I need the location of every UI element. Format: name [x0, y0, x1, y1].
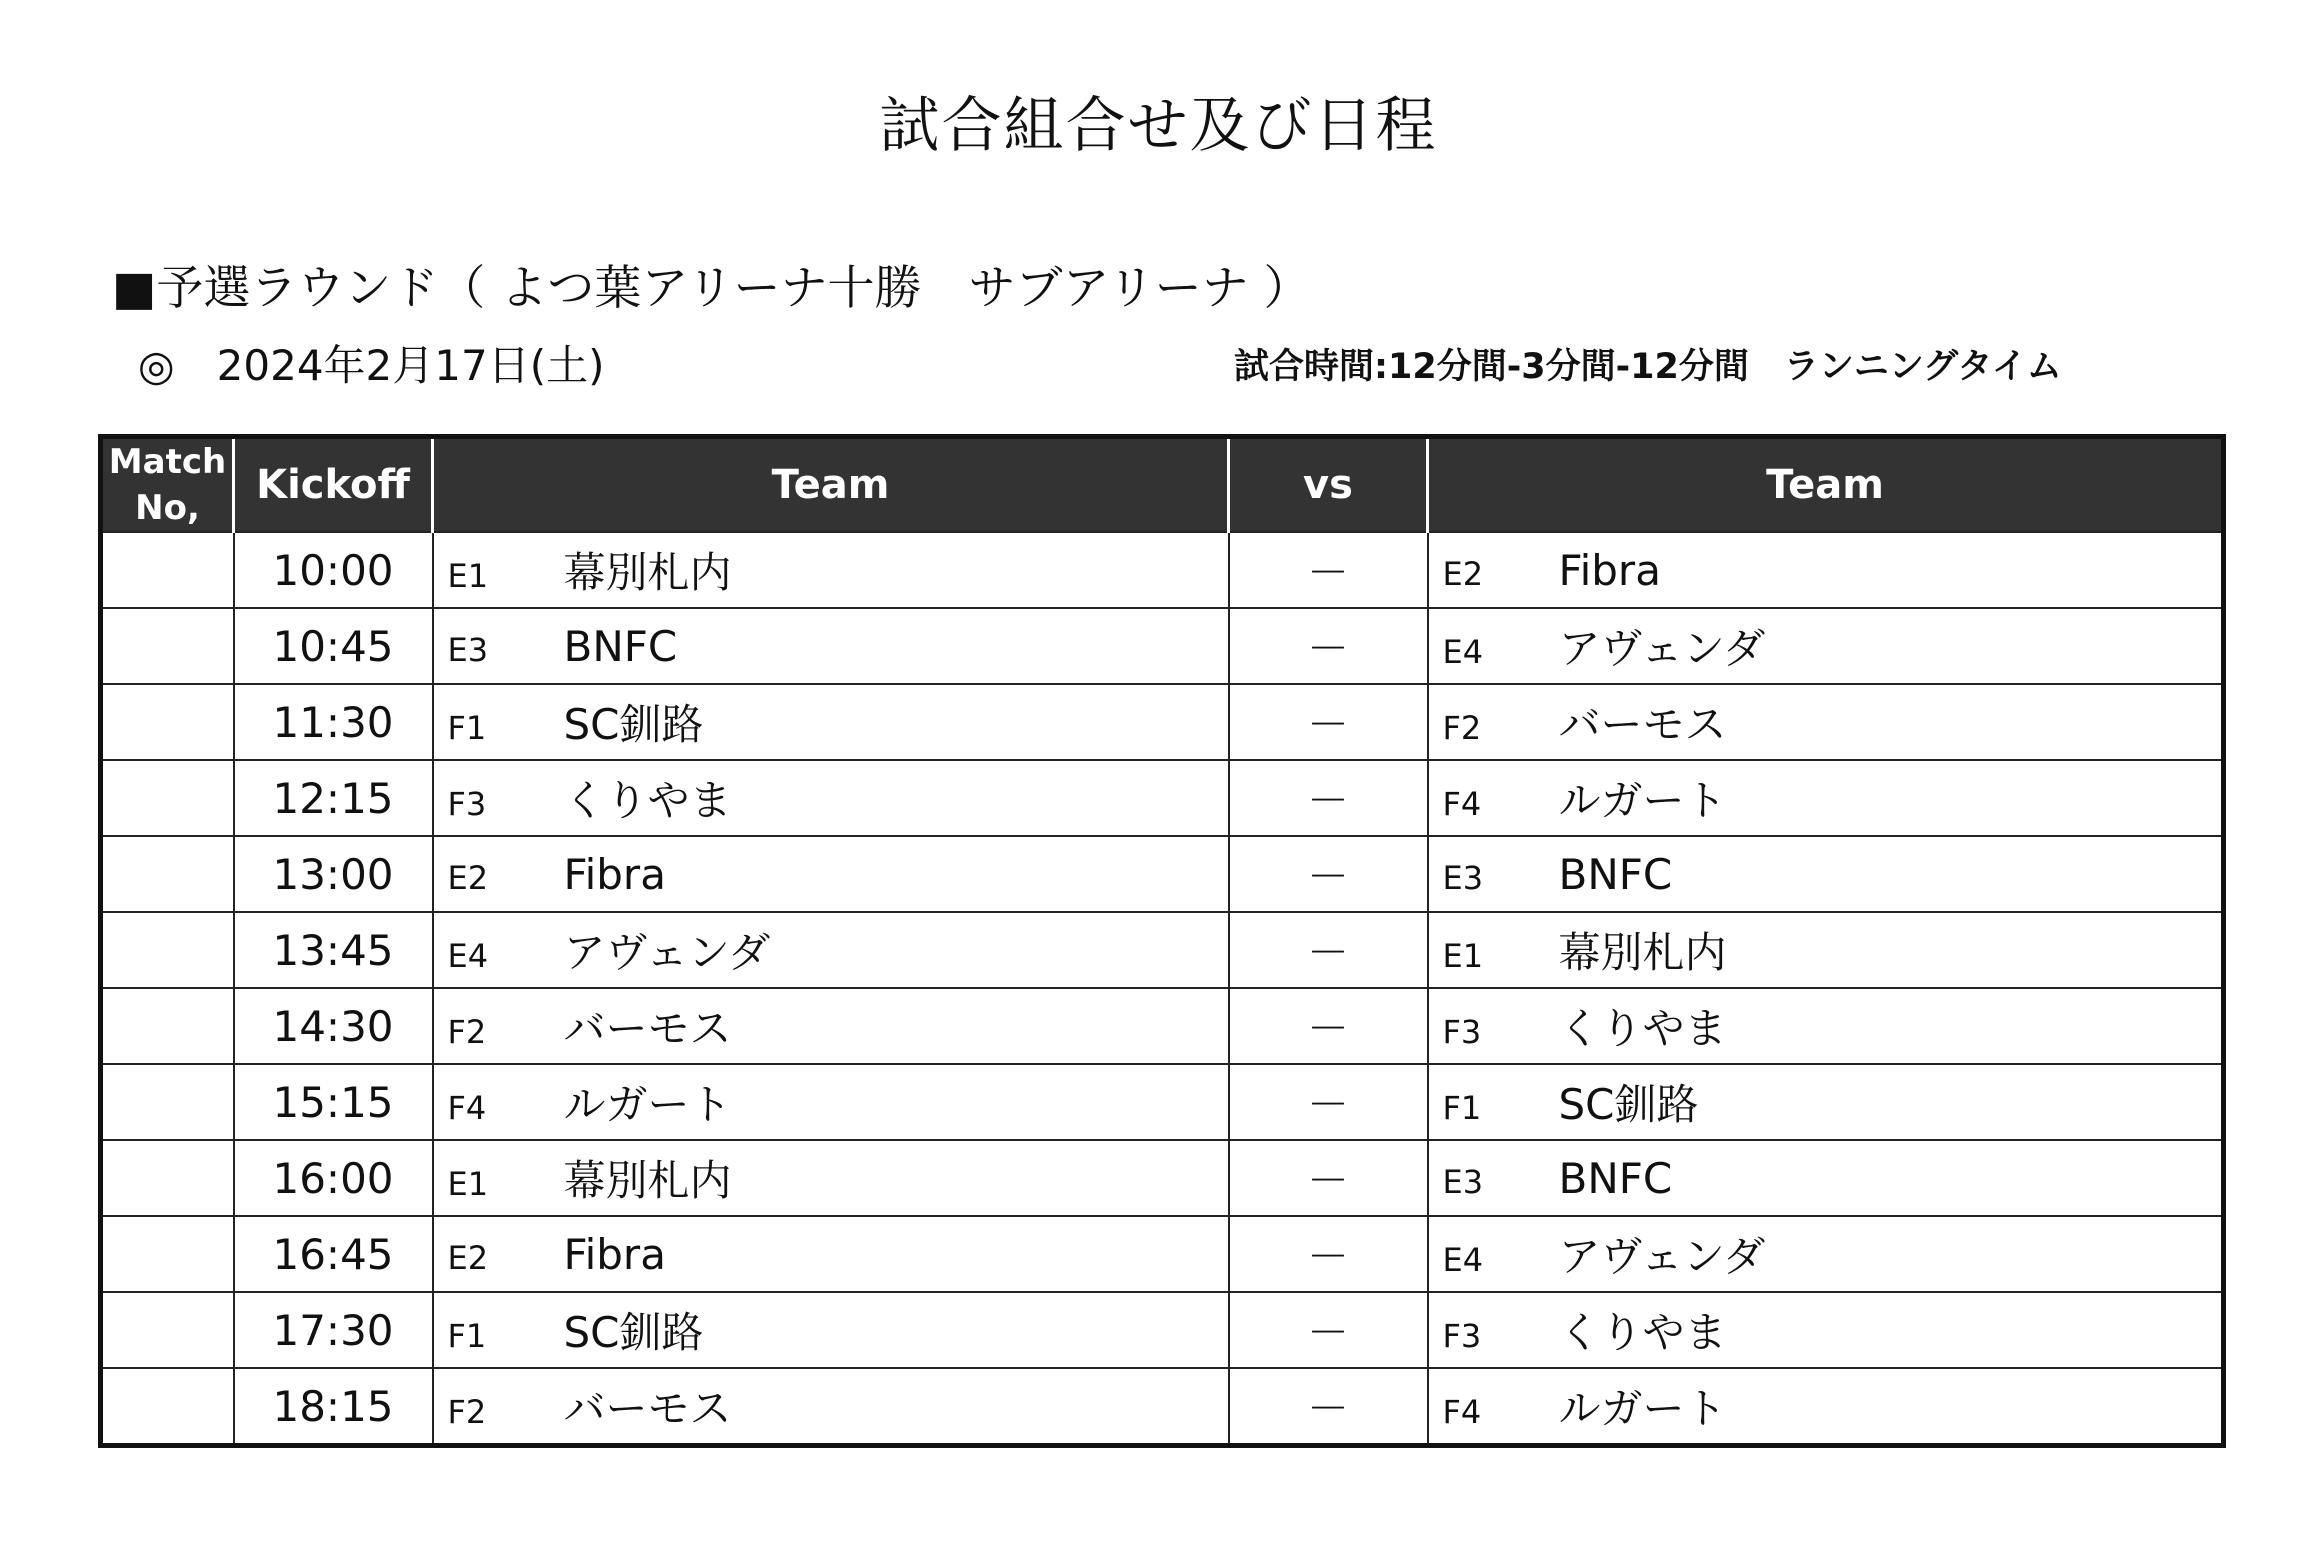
home-team-name: SC釧路 — [563, 700, 704, 749]
vs-cell: － — [1229, 912, 1428, 988]
match-no-cell — [101, 760, 234, 836]
table-row — [101, 912, 2224, 988]
vs-cell: － — [1229, 1140, 1428, 1216]
vs-cell: － — [1229, 532, 1428, 608]
home-team-cell — [433, 836, 1229, 912]
away-team-code: F4 — [1442, 1393, 1482, 1431]
table-row — [101, 1216, 2224, 1292]
home-team-cell — [433, 532, 1229, 608]
home-team-code: E2 — [447, 1238, 489, 1277]
page-title: 試合組合せ及び日程 — [879, 91, 1438, 161]
away-team-code: F2 — [1442, 709, 1482, 747]
match-no-cell — [101, 1292, 234, 1368]
away-team-name: SC釧路 — [1558, 1080, 1699, 1129]
kickoff-cell: 10:45 — [234, 608, 433, 684]
home-team-code: F2 — [447, 1393, 487, 1431]
match-no-cell — [101, 608, 234, 684]
match-no-cell — [101, 684, 234, 760]
home-team-cell — [433, 912, 1229, 988]
away-team-code: E3 — [1442, 858, 1484, 897]
away-team-name: くりやま — [1558, 1004, 1727, 1053]
schedule-table — [98, 434, 2226, 1448]
away-team-code: F3 — [1442, 1013, 1482, 1051]
table-row — [101, 988, 2224, 1064]
home-team-cell — [433, 1140, 1229, 1216]
section-heading: ■予選ラウンド（ よつ葉アリーナ十勝 サブアリーナ ） — [112, 261, 1311, 316]
match-no-cell — [101, 1064, 234, 1140]
away-team-code: F1 — [1442, 1089, 1482, 1127]
away-team-name: 幕別札内 — [1558, 928, 1727, 977]
away-team-name: BNFC — [1558, 849, 1673, 899]
vs-cell: － — [1229, 1064, 1428, 1140]
home-team-name: 幕別札内 — [563, 548, 732, 597]
header-kickoff: Kickoff — [234, 437, 433, 533]
away-team-name: アヴェンダ — [1558, 624, 1766, 673]
match-no-cell — [101, 532, 234, 608]
away-team-code: E4 — [1442, 1241, 1484, 1279]
kickoff-cell: 13:00 — [234, 836, 433, 912]
vs-cell: － — [1229, 1292, 1428, 1368]
kickoff-cell: 12:15 — [234, 760, 433, 836]
away-team-name: アヴェンダ — [1558, 1232, 1766, 1281]
home-team-cell — [433, 988, 1229, 1064]
table-row — [101, 1064, 2224, 1140]
table-row — [101, 760, 2224, 836]
away-team-cell — [1428, 912, 2224, 988]
header-team-away: Team — [1428, 437, 2224, 533]
match-duration-note: 試合時間:12分間-3分間-12分間 ランニングタイム — [1234, 347, 2062, 387]
home-team-code: E1 — [447, 1165, 489, 1203]
table-row — [101, 608, 2224, 684]
home-team-name: バーモス — [563, 1384, 732, 1433]
kickoff-cell: 17:30 — [234, 1292, 433, 1368]
away-team-cell — [1428, 1140, 2224, 1216]
table-row — [101, 836, 2224, 912]
home-team-cell — [433, 760, 1229, 836]
away-team-code: E1 — [1442, 937, 1484, 975]
schedule-body — [101, 532, 2224, 1446]
home-team-code: F3 — [447, 785, 487, 823]
away-team-cell — [1428, 532, 2224, 608]
match-date: ◎ 2024年2月17日(土) — [138, 341, 605, 390]
away-team-name: Fibra — [1558, 545, 1661, 595]
home-team-code: E2 — [447, 858, 489, 897]
away-team-name: バーモス — [1558, 700, 1727, 749]
away-team-cell — [1428, 684, 2224, 760]
home-team-name: BNFC — [563, 621, 678, 671]
kickoff-cell: 14:30 — [234, 988, 433, 1064]
vs-cell: － — [1229, 988, 1428, 1064]
match-no-cell — [101, 988, 234, 1064]
match-no-cell — [101, 912, 234, 988]
match-no-cell — [101, 1140, 234, 1216]
away-team-code: F4 — [1442, 785, 1482, 823]
home-team-code: E4 — [447, 937, 489, 975]
home-team-code: E3 — [447, 630, 489, 669]
vs-cell: － — [1229, 1368, 1428, 1446]
home-team-cell — [433, 1216, 1229, 1292]
home-team-code: F4 — [447, 1089, 487, 1127]
away-team-cell — [1428, 608, 2224, 684]
table-row — [101, 1292, 2224, 1368]
home-team-cell — [433, 684, 1229, 760]
match-no-cell — [101, 836, 234, 912]
home-team-name: Fibra — [563, 1229, 666, 1279]
away-team-name: ルガート — [1558, 776, 1727, 825]
home-team-code: E1 — [447, 557, 489, 595]
table-row — [101, 684, 2224, 760]
away-team-cell — [1428, 1292, 2224, 1368]
kickoff-cell: 15:15 — [234, 1064, 433, 1140]
match-no-cell — [101, 1216, 234, 1292]
kickoff-cell: 13:45 — [234, 912, 433, 988]
home-team-code: F2 — [447, 1013, 487, 1051]
header-team-home: Team — [433, 437, 1229, 533]
away-team-cell — [1428, 1064, 2224, 1140]
vs-cell: － — [1229, 836, 1428, 912]
kickoff-cell: 18:15 — [234, 1368, 433, 1446]
home-team-name: バーモス — [563, 1004, 732, 1053]
home-team-name: Fibra — [563, 849, 666, 899]
kickoff-cell: 10:00 — [234, 532, 433, 608]
home-team-cell — [433, 1368, 1229, 1446]
away-team-cell — [1428, 760, 2224, 836]
away-team-code: E2 — [1442, 554, 1484, 593]
kickoff-cell: 16:00 — [234, 1140, 433, 1216]
home-team-cell — [433, 1292, 1229, 1368]
vs-cell: － — [1229, 684, 1428, 760]
away-team-code: F3 — [1442, 1317, 1482, 1355]
vs-cell: － — [1229, 1216, 1428, 1292]
away-team-code: E4 — [1442, 633, 1484, 671]
table-row — [101, 1368, 2224, 1446]
home-team-cell — [433, 1064, 1229, 1140]
header-match-no: Match No, — [101, 437, 234, 533]
vs-cell: － — [1229, 760, 1428, 836]
away-team-name: BNFC — [1558, 1153, 1673, 1203]
header-row — [101, 437, 2224, 533]
kickoff-cell: 16:45 — [234, 1216, 433, 1292]
home-team-name: アヴェンダ — [563, 928, 771, 977]
away-team-cell — [1428, 1216, 2224, 1292]
home-team-name: ルガート — [563, 1080, 732, 1129]
away-team-cell — [1428, 988, 2224, 1064]
table-row — [101, 1140, 2224, 1216]
away-team-cell — [1428, 836, 2224, 912]
home-team-name: SC釧路 — [563, 1308, 704, 1357]
match-no-cell — [101, 1368, 234, 1446]
home-team-name: 幕別札内 — [563, 1156, 732, 1205]
home-team-name: くりやま — [563, 776, 732, 825]
header-vs: vs — [1229, 437, 1428, 533]
away-team-cell — [1428, 1368, 2224, 1446]
away-team-name: くりやま — [1558, 1308, 1727, 1357]
home-team-code: F1 — [447, 1317, 487, 1355]
table-row — [101, 532, 2224, 608]
away-team-code: E3 — [1442, 1162, 1484, 1201]
home-team-code: F1 — [447, 709, 487, 747]
home-team-cell — [433, 608, 1229, 684]
vs-cell: － — [1229, 608, 1428, 684]
kickoff-cell: 11:30 — [234, 684, 433, 760]
away-team-name: ルガート — [1558, 1384, 1727, 1433]
